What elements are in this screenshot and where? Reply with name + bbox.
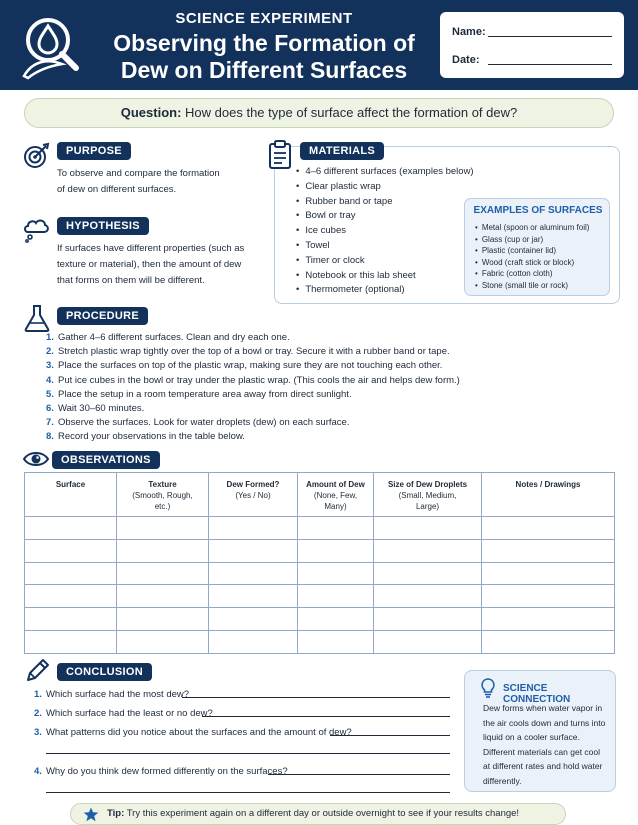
- table-cell[interactable]: [374, 517, 482, 540]
- examples-list: [475, 222, 589, 291]
- date-label: Date:: [452, 54, 480, 66]
- lightbulb-icon: [479, 677, 497, 699]
- column-header-surface: Surface: [25, 473, 117, 517]
- examples-of-surfaces-box: [464, 198, 610, 296]
- answer-line[interactable]: [46, 753, 450, 754]
- table-cell[interactable]: [482, 562, 615, 585]
- dew-drop-magnifier-logo-icon: [18, 10, 90, 82]
- target-icon: [22, 142, 50, 170]
- procedure-step: [46, 430, 460, 444]
- procedure-step: [46, 388, 460, 402]
- table-cell[interactable]: [482, 585, 615, 608]
- purpose-heading: PURPOSE: [57, 142, 131, 160]
- name-label: Name:: [452, 26, 486, 38]
- column-header-texture: Texture (Smooth, Rough, etc.): [117, 473, 209, 517]
- star-icon: [83, 807, 99, 822]
- conclusion-question: 2. Which surface had the least or no dew?: [34, 708, 213, 719]
- hypothesis-heading: HYPOTHESIS: [57, 217, 149, 235]
- table-cell[interactable]: [298, 539, 374, 562]
- step-text: Wait 30–60 minutes.: [58, 403, 145, 415]
- materials-item: • Towel: [296, 239, 474, 254]
- table-cell[interactable]: [209, 539, 298, 562]
- table-cell[interactable]: [117, 608, 209, 631]
- step-number: 3.: [46, 360, 54, 372]
- materials-item: • Bowl or tray: [296, 209, 474, 224]
- table-cell[interactable]: [25, 562, 117, 585]
- page-title-line-1: Observing the Formation of: [113, 30, 415, 56]
- materials-item: • Notebook or this lab sheet: [296, 269, 474, 284]
- step-text: Observe the surfaces. Look for water droplets (dew) on each surface.: [58, 417, 350, 429]
- name-date-box: [440, 12, 624, 78]
- tip-text: Try this experiment again on a different day or outside overnight to see if your results change!: [126, 808, 520, 819]
- column-header-droplet-size: Size of Dew Droplets (Small, Medium, Large): [374, 473, 482, 517]
- column-header-amount-of-dew: Amount of Dew (None, Few, Many): [298, 473, 374, 517]
- procedure-step: [46, 416, 460, 430]
- example-item: • Glass (cup or jar): [475, 234, 589, 246]
- table-cell[interactable]: [374, 585, 482, 608]
- purpose-text-line-1: To observe and compare the formation: [57, 168, 220, 179]
- procedure-step: [46, 331, 460, 345]
- step-number: 4.: [46, 374, 54, 386]
- procedure-steps: [46, 331, 460, 445]
- conclusion-question: 3. What patterns did you notice about the surfaces and the amount of dew?: [34, 727, 352, 738]
- tip-label: Tip:: [107, 808, 125, 819]
- table-cell[interactable]: [25, 585, 117, 608]
- step-text: Record your observations in the table below.: [58, 431, 245, 443]
- question-banner: [24, 98, 614, 128]
- table-cell[interactable]: [298, 562, 374, 585]
- step-text: Stretch plastic wrap tightly over the top of a bowl or tray. Secure it with a rubber band or tape.: [58, 346, 450, 358]
- step-number: 5.: [46, 388, 54, 400]
- procedure-step: [46, 345, 460, 359]
- table-cell[interactable]: [25, 630, 117, 653]
- table-cell[interactable]: [25, 539, 117, 562]
- column-header-notes: Notes / Drawings: [482, 473, 615, 517]
- table-row: [25, 608, 615, 631]
- table-row: [25, 630, 615, 653]
- thought-cloud-icon: [22, 216, 50, 244]
- answer-line[interactable]: [46, 792, 450, 793]
- answer-line[interactable]: [268, 774, 450, 775]
- table-cell[interactable]: [298, 585, 374, 608]
- table-cell[interactable]: [374, 539, 482, 562]
- table-cell[interactable]: [209, 585, 298, 608]
- question-text: How does the type of surface affect the formation of dew?: [185, 105, 518, 120]
- answer-line[interactable]: [182, 697, 450, 698]
- page-title: [96, 30, 432, 84]
- example-item: • Plastic (container lid): [475, 245, 589, 257]
- date-field[interactable]: [488, 64, 612, 65]
- purpose-text: [57, 166, 220, 198]
- page-title-line-2: Dew on Different Surfaces: [120, 57, 408, 83]
- procedure-heading: PROCEDURE: [57, 307, 148, 325]
- table-cell[interactable]: [374, 562, 482, 585]
- table-cell[interactable]: [482, 539, 615, 562]
- answer-line[interactable]: [202, 716, 450, 717]
- column-header-dew-formed: Dew Formed? (Yes / No): [209, 473, 298, 517]
- materials-item: • Ice cubes: [296, 224, 474, 239]
- example-item: • Fabric (cotton cloth): [475, 268, 589, 280]
- flask-icon: [24, 304, 50, 332]
- example-item: • Stone (small tile or rock): [475, 280, 589, 292]
- header-kicker: SCIENCE EXPERIMENT: [175, 10, 353, 27]
- table-cell[interactable]: [209, 630, 298, 653]
- conclusion-question: 4. Why do you think dew formed differently on the surfaces?: [34, 766, 288, 777]
- procedure-step: [46, 402, 460, 416]
- table-cell[interactable]: [298, 630, 374, 653]
- table-cell[interactable]: [209, 562, 298, 585]
- table-cell[interactable]: [117, 562, 209, 585]
- answer-line[interactable]: [330, 735, 450, 736]
- step-text: Place the surfaces on top of the plastic wrap, making sure they are not touching each other.: [58, 360, 443, 372]
- science-connection-text: Dew forms when water vapor in the air cools down and turns into liquid on a cooler surface. Different materials can get cool at different rates and hold water differently.: [483, 703, 606, 786]
- eye-icon: [22, 449, 50, 469]
- example-item: • Metal (spoon or aluminum foil): [475, 222, 589, 234]
- materials-item: • Thermometer (optional): [296, 283, 474, 298]
- observations-table: [24, 472, 615, 654]
- table-cell[interactable]: [117, 585, 209, 608]
- purpose-text-line-2: of dew on different surfaces.: [57, 184, 177, 195]
- conclusion-question: 1. Which surface had the most dew?: [34, 689, 190, 700]
- table-cell[interactable]: [298, 517, 374, 540]
- tip-banner: [70, 803, 566, 825]
- table-cell[interactable]: [482, 517, 615, 540]
- step-number: 1.: [46, 332, 54, 343]
- step-number: 6.: [46, 403, 54, 415]
- materials-heading: MATERIALS: [300, 142, 384, 160]
- procedure-step: [46, 359, 460, 373]
- conclusion-heading: CONCLUSION: [57, 663, 152, 681]
- clipboard-icon: [268, 140, 292, 170]
- hypothesis-text: [57, 241, 244, 289]
- materials-item: • Timer or clock: [296, 254, 474, 269]
- table-cell[interactable]: [117, 539, 209, 562]
- table-cell[interactable]: [374, 608, 482, 631]
- materials-item: • Rubber band or tape: [296, 195, 474, 210]
- step-number: 8.: [46, 431, 54, 443]
- table-row: [25, 539, 615, 562]
- science-connection-title: SCIENCE CONNECTION: [503, 683, 571, 705]
- table-row: [25, 585, 615, 608]
- materials-item: • 4–6 different surfaces (examples below): [296, 165, 474, 180]
- table-cell[interactable]: [374, 630, 482, 653]
- step-number: 7.: [46, 417, 54, 429]
- step-text: Put ice cubes in the bowl or tray under the plastic wrap. (This cools the air and helps dew form.): [58, 374, 460, 386]
- table-row: [25, 517, 615, 540]
- observations-heading: OBSERVATIONS: [52, 451, 160, 469]
- science-connection-box: [464, 670, 616, 792]
- table-cell[interactable]: [482, 608, 615, 631]
- procedure-step: [46, 374, 460, 388]
- step-text: Place the setup in a room temperature area away from direct sunlight.: [58, 388, 352, 400]
- materials-list: [296, 165, 474, 298]
- name-field[interactable]: [488, 36, 612, 37]
- step-text: Gather 4–6 different surfaces. Clean and dry each one.: [58, 332, 290, 343]
- table-header-row: [25, 473, 615, 517]
- header-banner: [0, 0, 638, 90]
- table-cell[interactable]: [117, 630, 209, 653]
- table-cell[interactable]: [209, 517, 298, 540]
- hypothesis-text-line-2: texture or material), then the amount of dew: [57, 259, 242, 270]
- table-cell[interactable]: [25, 517, 117, 540]
- hypothesis-text-line-1: If surfaces have different properties (such as: [57, 243, 245, 254]
- table-cell[interactable]: [25, 608, 117, 631]
- step-number: 2.: [46, 346, 54, 358]
- hypothesis-text-line-3: that forms on them will be different.: [57, 275, 205, 286]
- examples-title: EXAMPLES OF SURFACES: [473, 205, 603, 216]
- table-cell[interactable]: [117, 517, 209, 540]
- example-item: • Wood (craft stick or block): [475, 257, 589, 269]
- pencil-icon: [24, 658, 50, 684]
- table-cell[interactable]: [298, 608, 374, 631]
- table-cell[interactable]: [482, 630, 615, 653]
- materials-item: • Clear plastic wrap: [296, 180, 474, 195]
- table-cell[interactable]: [209, 608, 298, 631]
- question-label: Question:: [120, 105, 182, 120]
- table-row: [25, 562, 615, 585]
